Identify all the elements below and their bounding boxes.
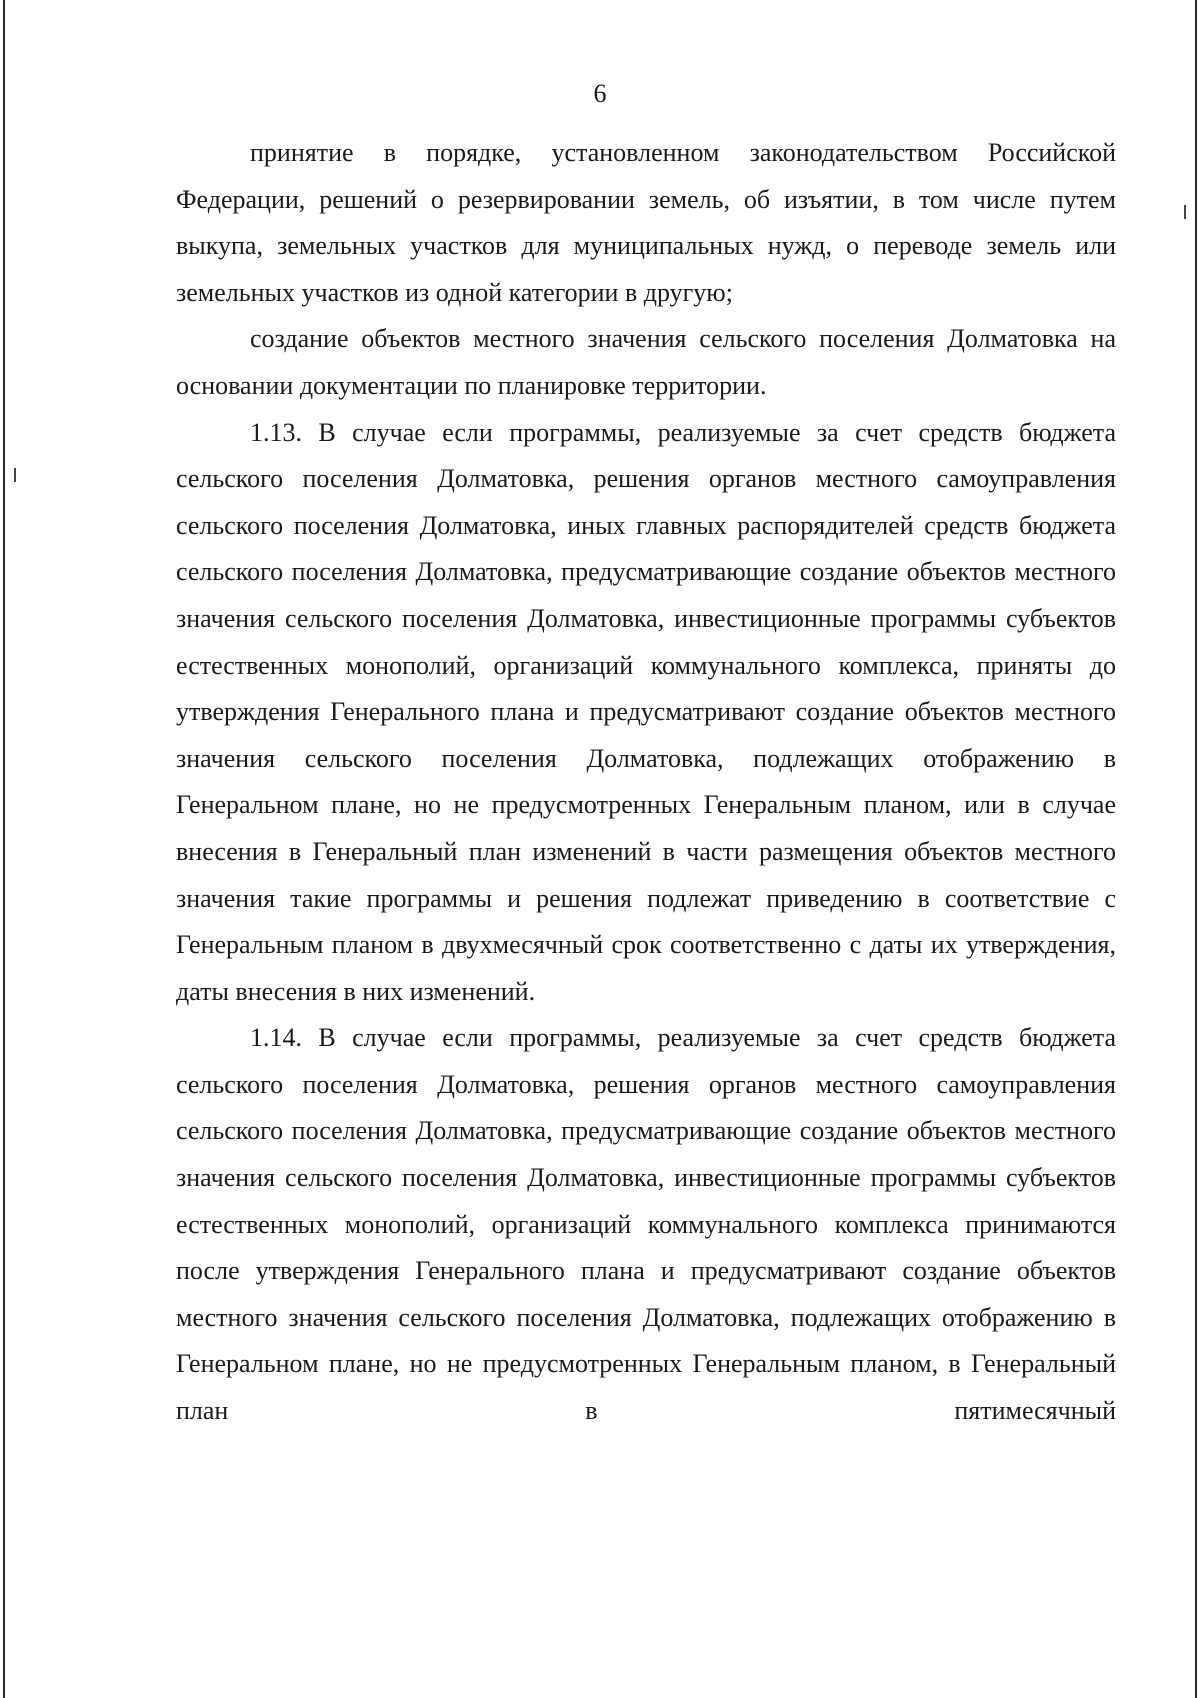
document-body — [176, 130, 1116, 1435]
page-number: 6 — [593, 79, 607, 108]
scan-artifact-mark — [14, 468, 16, 482]
paragraph-1-14: 1.14. В случае если программы, реализуемые за счет средств бюджета сельского поселения Долматовка, решения органов местного самоуправления сельского поселения Долматовка, предусматривающие создание объектов местного значения сельского поселения Долматовка, инвестиционные программы субъектов естественных монополий, организаций коммунального комплекса принимаются после утверждения Генерального плана и предусматривают создание объектов местного значения сельского поселения Долматовка, подлежащих отображению в Генеральном плане, но не предусмотренных Генеральным планом, в Генеральный план в пятимесячный — [176, 1023, 1116, 1426]
paragraph-object-creation: создание объектов местного значения сельского поселения Долматовка на основании документации по планировке территории. — [176, 324, 1116, 400]
scan-right-edge — [1195, 0, 1197, 1698]
paragraph-land-reservation: принятие в порядке, установленном законодательством Российской Федерации, решений о резервировании земель, об изъятии, в том числе путем выкупа, земельных участков для муниципальных нужд, о переводе земель или земельных участков из одной категории в другую; — [176, 138, 1116, 307]
scan-artifact-mark — [1184, 205, 1186, 219]
paragraph-1-13: 1.13. В случае если программы, реализуемые за счет средств бюджета сельского поселения Долматовка, решения органов местного самоуправления сельского поселения Долматовка, иных главных распорядителей средств бюджета сельского поселения Долматовка, предусматривающие создание объектов местного значения сельского поселения Долматовка, инвестиционные программы субъектов естественных монополий, организаций коммунального комплекса, приняты до утверждения Генерального плана и предусматривают создание объектов местного значения сельского поселения Долматовка, подлежащих отображению в Генеральном плане, но не предусмотренных Генеральным планом, или в случае внесения в Генеральный план изменений в части размещения объектов местного значения такие программы и решения подлежат приведению в соответствие с Генеральным планом в двухмесячный срок соответственно с даты их утверждения, даты внесения в них изменений. — [176, 417, 1116, 1006]
scan-left-edge — [3, 0, 5, 1698]
